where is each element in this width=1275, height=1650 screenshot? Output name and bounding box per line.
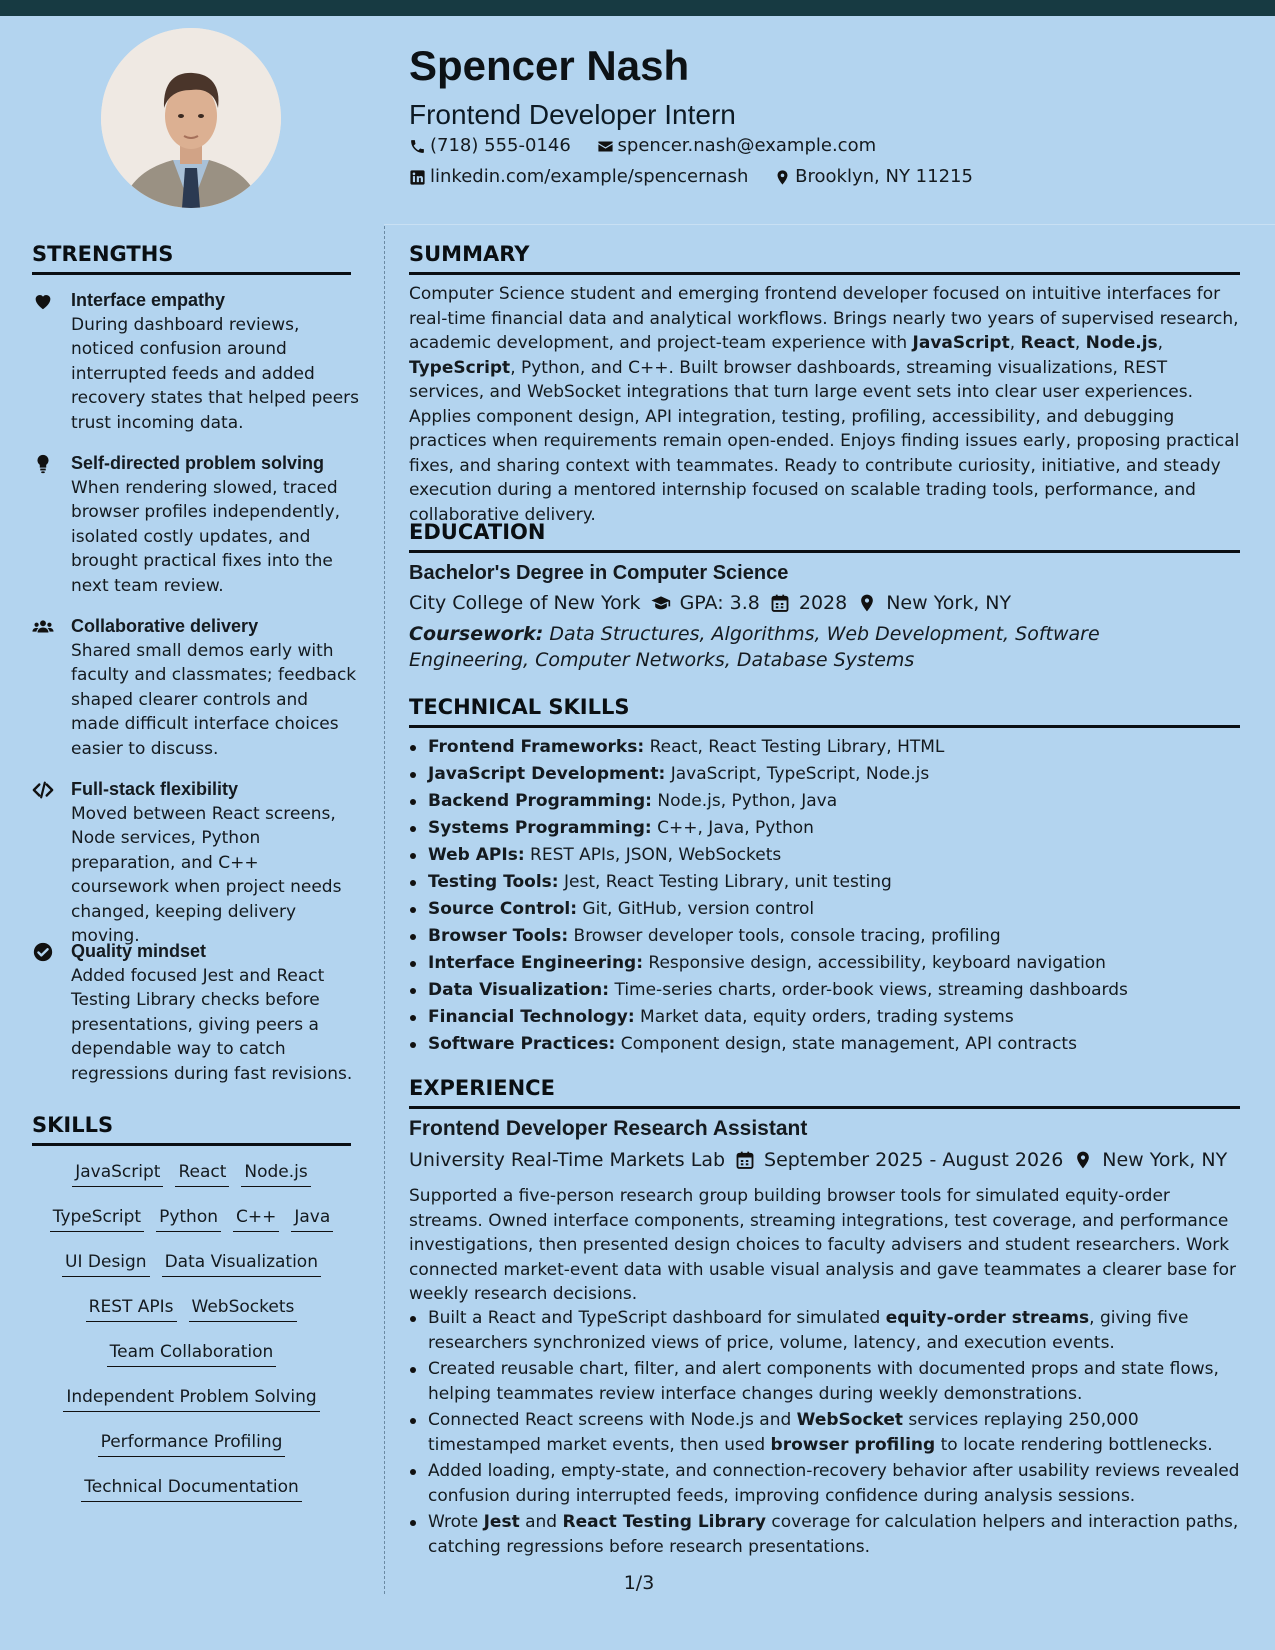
- experience-meta: [409, 1148, 1227, 1172]
- skills-row: [32, 1250, 351, 1277]
- location-text: Brooklyn, NY 11215: [795, 166, 973, 187]
- map-pin-icon: [774, 169, 791, 186]
- bullet-text: Built a React and TypeScript dashboard for simulated: [428, 1308, 886, 1328]
- calendar-icon: [735, 1150, 755, 1170]
- summary-keyword: JavaScript: [912, 333, 1010, 353]
- list-item: [409, 788, 1240, 815]
- graduation-cap-icon: [651, 593, 671, 613]
- list-item: [409, 734, 1240, 761]
- lightbulb-icon: [32, 453, 54, 475]
- list-item: [409, 1357, 1240, 1406]
- skill-category: Software Practices:: [428, 1034, 616, 1054]
- education-heading: EDUCATION: [409, 518, 1240, 553]
- skill-values: Jest, React Testing Library, unit testing: [563, 872, 892, 892]
- skill-category: Systems Programming:: [428, 818, 652, 838]
- summary-text: [409, 282, 1240, 527]
- email-contact[interactable]: [597, 134, 877, 158]
- strengths-heading: STRENGTHS: [32, 240, 351, 275]
- list-item: [409, 1510, 1240, 1559]
- strength-title: Interface empathy: [71, 290, 226, 310]
- list-item: [409, 1408, 1240, 1457]
- summary-segment: , Python, and C++. Built browser dashboards, streaming visualizations, REST services, and WebSocket integrations that turn large event sets into clear user experiences. Applies component design, API integration, testing, profiling, accessibility, and debugging practices when requirements remain open-ended. Enjoys finding issues early, proposing practical fixes, and sharing context with teammates. Ready to contribute curiosity, initiative, and steady execution during a mentored internship focused on scalable trading tools, performance, and collaborative delivery.: [409, 357, 1240, 525]
- skill-category: Web APIs:: [428, 845, 525, 865]
- skill-values: C++, Java, Python: [657, 818, 814, 838]
- degree-title: Bachelor's Degree in Computer Science: [409, 562, 789, 584]
- linkedin-icon: [409, 169, 426, 186]
- technical-skills-list: [409, 734, 1240, 1058]
- strength-title: Collaborative delivery: [71, 616, 259, 636]
- experience-heading: EXPERIENCE: [409, 1074, 1240, 1109]
- coursework-list: Data Structures, Algorithms, Web Development, Software Engineering, Computer Networks, Database Systems: [409, 623, 1100, 671]
- skill-values: Browser developer tools, console tracing, profiling: [573, 926, 1001, 946]
- list-item: [409, 1031, 1240, 1058]
- list-item: [409, 923, 1240, 950]
- skill-values: Time-series charts, order-book views, streaming dashboards: [614, 980, 1128, 1000]
- calendar-icon: [770, 593, 790, 613]
- education-meta: [409, 591, 1011, 615]
- envelope-icon: [597, 138, 614, 155]
- bullet-text: to locate rendering bottlenecks.: [935, 1434, 1213, 1455]
- summary-keyword: TypeScript: [409, 357, 511, 378]
- bullet-text: Connected React screens with Node.js and: [428, 1410, 797, 1430]
- summary-keyword: Node.js: [1085, 333, 1158, 353]
- skill-chip: C++: [233, 1205, 279, 1232]
- skill-values: Node.js, Python, Java: [657, 791, 838, 811]
- school-name: City College of New York: [409, 592, 641, 614]
- strength-title: Full-stack flexibility: [71, 779, 239, 799]
- list-item: [409, 842, 1240, 869]
- list-item: [409, 950, 1240, 977]
- email-address[interactable]: spencer.nash@example.com: [617, 135, 877, 156]
- job-title: Frontend Developer Research Assistant: [409, 1117, 808, 1140]
- code-icon: [32, 779, 54, 801]
- graduation-year: 2028: [798, 592, 848, 614]
- skill-category: Interface Engineering:: [428, 953, 644, 973]
- skill-category: Data Visualization:: [428, 980, 610, 1000]
- bullet-text: coverage for calculation helpers and interaction paths, catching regressions before research presentations.: [428, 1512, 1239, 1557]
- skill-category: JavaScript Development:: [428, 764, 666, 784]
- skill-values: JavaScript, TypeScript, Node.js: [670, 764, 930, 784]
- skill-chip: Data Visualization: [162, 1250, 321, 1277]
- map-pin-icon: [857, 593, 877, 613]
- check-circle-icon: [32, 941, 54, 963]
- page-number: 1/3: [623, 1572, 655, 1594]
- phone-contact: [409, 134, 571, 158]
- users-icon: [32, 616, 54, 638]
- list-item: [409, 815, 1240, 842]
- technical-skills-heading: TECHNICAL SKILLS: [409, 693, 1240, 728]
- employment-dates: September 2025 - August 2026: [764, 1149, 1064, 1171]
- education-location: New York, NY: [886, 592, 1012, 614]
- experience-location: New York, NY: [1102, 1149, 1228, 1171]
- skill-chip: WebSockets: [189, 1295, 298, 1322]
- linkedin-contact[interactable]: [409, 165, 748, 189]
- skill-category: Frontend Frameworks:: [428, 737, 645, 757]
- experience-description: Supported a five-person research group building browser tools for simulated equity-order streams. Owned interface components, streaming integrations, test coverage, and performance investigations, then presented design choices to faculty advisers and student researchers. Work connected market-event data with usable visual analysis and gave teammates a clearer base for weekly research decisions.: [409, 1186, 1237, 1304]
- list-item: [409, 1004, 1240, 1031]
- strength-title: Quality mindset: [71, 941, 207, 961]
- skill-chip: TypeScript: [50, 1205, 144, 1232]
- skill-chip: Technical Documentation: [81, 1475, 302, 1502]
- skill-chip: Team Collaboration: [107, 1340, 277, 1367]
- skill-chip: Performance Profiling: [98, 1430, 286, 1457]
- skill-category: Source Control:: [428, 899, 578, 919]
- list-item: [409, 896, 1240, 923]
- bullet-text: Created reusable chart, filter, and alert components with documented props and state flows, helping teammates review interface changes during weekly demonstrations.: [428, 1359, 1219, 1404]
- list-item: [409, 1306, 1240, 1355]
- skills-row: [32, 1160, 351, 1187]
- skill-category: Backend Programming:: [428, 791, 652, 811]
- bullet-text: services replaying 250,000 timestamped market events, then used: [428, 1410, 1139, 1455]
- skill-chip: React: [175, 1160, 229, 1187]
- strength-description: Shared small demos early with faculty and classmates; feedback shaped clearer controls and made difficult interface choices easier to discuss.: [71, 641, 357, 759]
- list-item: [409, 1459, 1240, 1508]
- skill-category: Financial Technology:: [428, 1007, 635, 1027]
- coursework-label: Coursework:: [409, 623, 544, 645]
- strength-description: When rendering slowed, traced browser profiles independently, isolated costly updates, and brought practical fixes into the next team review.: [71, 478, 341, 596]
- skill-chip: UI Design: [62, 1250, 150, 1277]
- heart-icon: [32, 290, 54, 312]
- summary-heading: SUMMARY: [409, 240, 1240, 275]
- top-bar: [0, 0, 1275, 16]
- candidate-name: Spencer Nash: [409, 42, 690, 89]
- skill-values: Component design, state management, API contracts: [620, 1034, 1077, 1054]
- bullet-keyword: browser profiling: [770, 1434, 936, 1455]
- phone-number: (718) 555-0146: [430, 135, 571, 156]
- bullet-text: , giving five researchers synchronized views of price, volume, latency, and execution events.: [428, 1308, 1189, 1353]
- skill-category: Testing Tools:: [428, 872, 559, 892]
- header-divider: [384, 224, 1275, 225]
- coursework: [409, 622, 1209, 673]
- list-item: [409, 869, 1240, 896]
- candidate-role: Frontend Developer Intern: [409, 99, 736, 130]
- skills-row: [32, 1340, 351, 1367]
- bullet-keyword: WebSocket: [796, 1410, 904, 1430]
- summary-segment: Computer Science student and emerging frontend developer focused on intuitive interfaces for real-time financial data and analytical workflows. Brings nearly two years of supervised research, academic development, and project-team experience with: [409, 284, 1239, 353]
- summary-segment: ,: [1009, 333, 1021, 353]
- skill-values: REST APIs, JSON, WebSockets: [530, 845, 782, 865]
- summary-keyword: React: [1020, 333, 1075, 353]
- summary-segment: ,: [1074, 333, 1086, 353]
- profile-photo: [101, 28, 281, 208]
- summary-segment: ,: [1157, 333, 1164, 353]
- list-item: [409, 977, 1240, 1004]
- gpa: GPA: 3.8: [679, 592, 760, 614]
- strength-description: Added focused Jest and React Testing Library checks before presentations, giving peers a dependable way to catch regressions during fast revisions.: [71, 966, 353, 1084]
- bullet-keyword: React Testing Library: [562, 1512, 766, 1532]
- strength-description: During dashboard reviews, noticed confusion around interrupted feeds and added recovery states that helped peers trust incoming data.: [71, 315, 360, 433]
- bullet-keyword: equity-order streams: [885, 1308, 1090, 1328]
- bullet-text: and: [519, 1512, 563, 1532]
- experience-bullets: [409, 1306, 1240, 1561]
- skill-chip: Java: [291, 1205, 333, 1232]
- bullet-text: Added loading, empty-state, and connection-recovery behavior after usability reviews revealed confusion during interrupted feeds, improving confidence during analysis sessions.: [428, 1461, 1240, 1506]
- skills-row: [32, 1205, 351, 1232]
- linkedin-url[interactable]: linkedin.com/example/spencernash: [430, 166, 749, 187]
- skill-values: Responsive design, accessibility, keyboard navigation: [648, 953, 1106, 973]
- organization-name: University Real-Time Markets Lab: [409, 1149, 726, 1171]
- bullet-text: Wrote: [428, 1512, 484, 1532]
- skill-chip: REST APIs: [86, 1295, 177, 1322]
- bullet-keyword: Jest: [483, 1512, 520, 1532]
- location-contact: [774, 165, 973, 189]
- list-item: [409, 761, 1240, 788]
- column-divider: [384, 226, 385, 1594]
- contact-line-1: [409, 134, 896, 162]
- skill-values: Git, GitHub, version control: [582, 899, 815, 919]
- contact-line-2: [409, 165, 993, 193]
- skill-chip: JavaScript: [72, 1160, 163, 1187]
- skills-row: [32, 1295, 351, 1322]
- skill-chip: Python: [156, 1205, 221, 1232]
- strength-description: Moved between React screens, Node services, Python preparation, and C++ coursework when project needs changed, keeping delivery moving.: [71, 804, 342, 947]
- skills-row: [32, 1475, 351, 1502]
- skill-chip: Independent Problem Solving: [63, 1385, 319, 1412]
- skill-values: Market data, equity orders, trading systems: [640, 1007, 1014, 1027]
- skills-heading: SKILLS: [32, 1111, 351, 1146]
- skill-values: React, React Testing Library, HTML: [649, 737, 945, 757]
- phone-icon: [409, 138, 426, 155]
- skills-row: [32, 1430, 351, 1457]
- skill-category: Browser Tools:: [428, 926, 569, 946]
- map-pin-icon: [1073, 1150, 1093, 1170]
- skills-row: [32, 1385, 351, 1412]
- skill-chip: Node.js: [241, 1160, 310, 1187]
- strength-title: Self-directed problem solving: [71, 453, 325, 473]
